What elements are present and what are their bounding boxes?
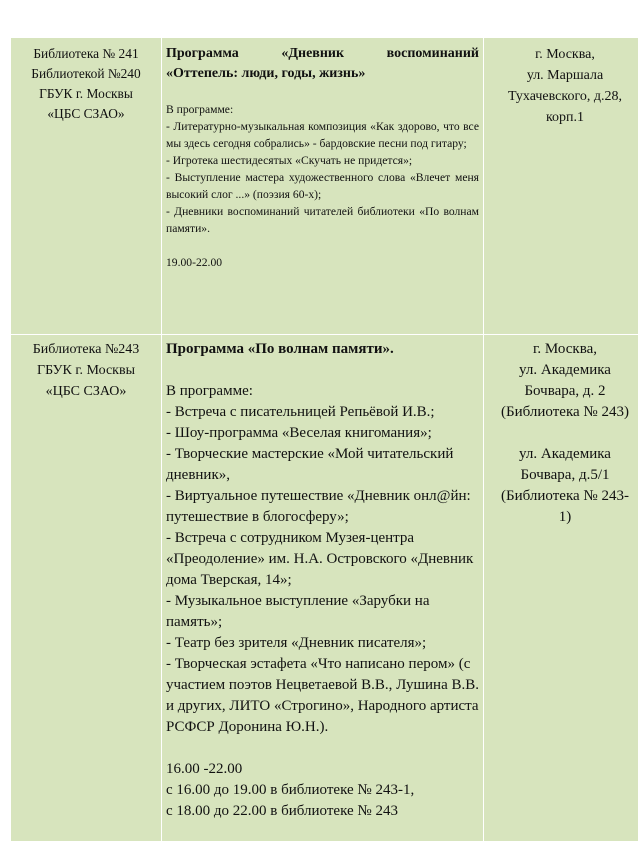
library-line: Библиотека № 241 bbox=[33, 46, 139, 61]
program-item: - Музыкальное выступление «Зарубки на память»; bbox=[166, 593, 430, 630]
address-line: Бочвара, д. 2 bbox=[524, 383, 606, 399]
program-item: - Выступление мастера художественного слова «Влечет меня высокий слог ...» (поэзия 60-х); bbox=[166, 171, 479, 201]
library-line: «ЦБС СЗАО» bbox=[45, 384, 127, 399]
program-title: «Оттепель: люди, годы, жизнь» bbox=[166, 66, 366, 81]
program-time: с 18.00 до 22.00 в библиотеке № 243 bbox=[166, 803, 398, 819]
library-line: ГБУК г. Москвы bbox=[36, 363, 136, 378]
address-line: (Библиотека № 243- bbox=[501, 488, 629, 504]
address-cell bbox=[484, 38, 638, 335]
address-line: Бочвара, д.5/1 bbox=[520, 467, 610, 483]
program-cell bbox=[162, 38, 484, 335]
address-line: ул. Академика bbox=[519, 362, 611, 378]
program-item: - Творческая эстафета «Что написано пером» (с участием поэтов Нецветаевой В.В., Лушина В.В. и других, ЛИТО «Строгино», Народного артиста РСФСР Доронина Ю.Н.). bbox=[166, 656, 479, 735]
program-item: - Игротека шестидесятых «Скучать не придется»; bbox=[166, 154, 413, 167]
address-line: ул. Маршала bbox=[526, 68, 604, 83]
program-cell bbox=[162, 335, 484, 842]
program-time: 19.00-22.00 bbox=[166, 256, 223, 269]
address-line: (Библиотека № 243) bbox=[501, 404, 629, 420]
table-row bbox=[11, 335, 638, 842]
address-line: г. Москва, bbox=[535, 47, 595, 62]
address-line: ул. Академика bbox=[519, 446, 611, 462]
library-line: ГБУК г. Москвы bbox=[39, 86, 133, 101]
address-line: Тухачевского, д.28, bbox=[508, 89, 622, 104]
program-item: - Театр без зрителя «Дневник писателя»; bbox=[166, 635, 427, 651]
program-item: - Встреча с писательницей Репьёвой И.В.; bbox=[166, 404, 435, 420]
events-table bbox=[10, 37, 638, 842]
library-line: Библиотека №243 bbox=[32, 342, 140, 357]
library-line: Библиотекой №240 bbox=[31, 66, 141, 81]
address-line: 1) bbox=[558, 509, 572, 525]
program-item: - Шоу-программа «Веселая книгомания»; bbox=[166, 425, 432, 441]
program-title: Программа «Дневник воспоминаний bbox=[166, 46, 479, 61]
program-item: - Встреча с сотрудником Музея-центра «Преодоление» им. Н.А. Островского «Дневник дома Тверская, 14»; bbox=[166, 530, 474, 588]
program-item: - Дневники воспоминаний читателей библиотеки «По волнам памяти». bbox=[166, 205, 479, 235]
program-item: - Творческие мастерские «Мой читательский дневник», bbox=[166, 446, 454, 483]
library-line: «ЦБС СЗАО» bbox=[47, 106, 125, 121]
address-line: г. Москва, bbox=[532, 341, 598, 357]
program-item: - Виртуальное путешествие «Дневник онл@йн: путешествие в блогосферу»; bbox=[166, 488, 471, 525]
table-row bbox=[11, 38, 638, 335]
program-time: 16.00 -22.00 bbox=[166, 761, 243, 777]
program-intro: В программе: bbox=[166, 103, 234, 116]
address-line: корп.1 bbox=[545, 110, 585, 125]
program-intro: В программе: bbox=[166, 383, 253, 399]
program-time: с 16.00 до 19.00 в библиотеке № 243-1, bbox=[166, 782, 415, 798]
program-item: - Литературно-музыкальная композиция «Как здорово, что все мы здесь сегодня собрались» - бардовские песни под гитару; bbox=[166, 120, 479, 150]
library-cell bbox=[11, 38, 162, 335]
library-cell bbox=[11, 335, 162, 842]
address-cell bbox=[484, 335, 638, 842]
program-title: Программа «По волнам памяти». bbox=[166, 341, 394, 357]
